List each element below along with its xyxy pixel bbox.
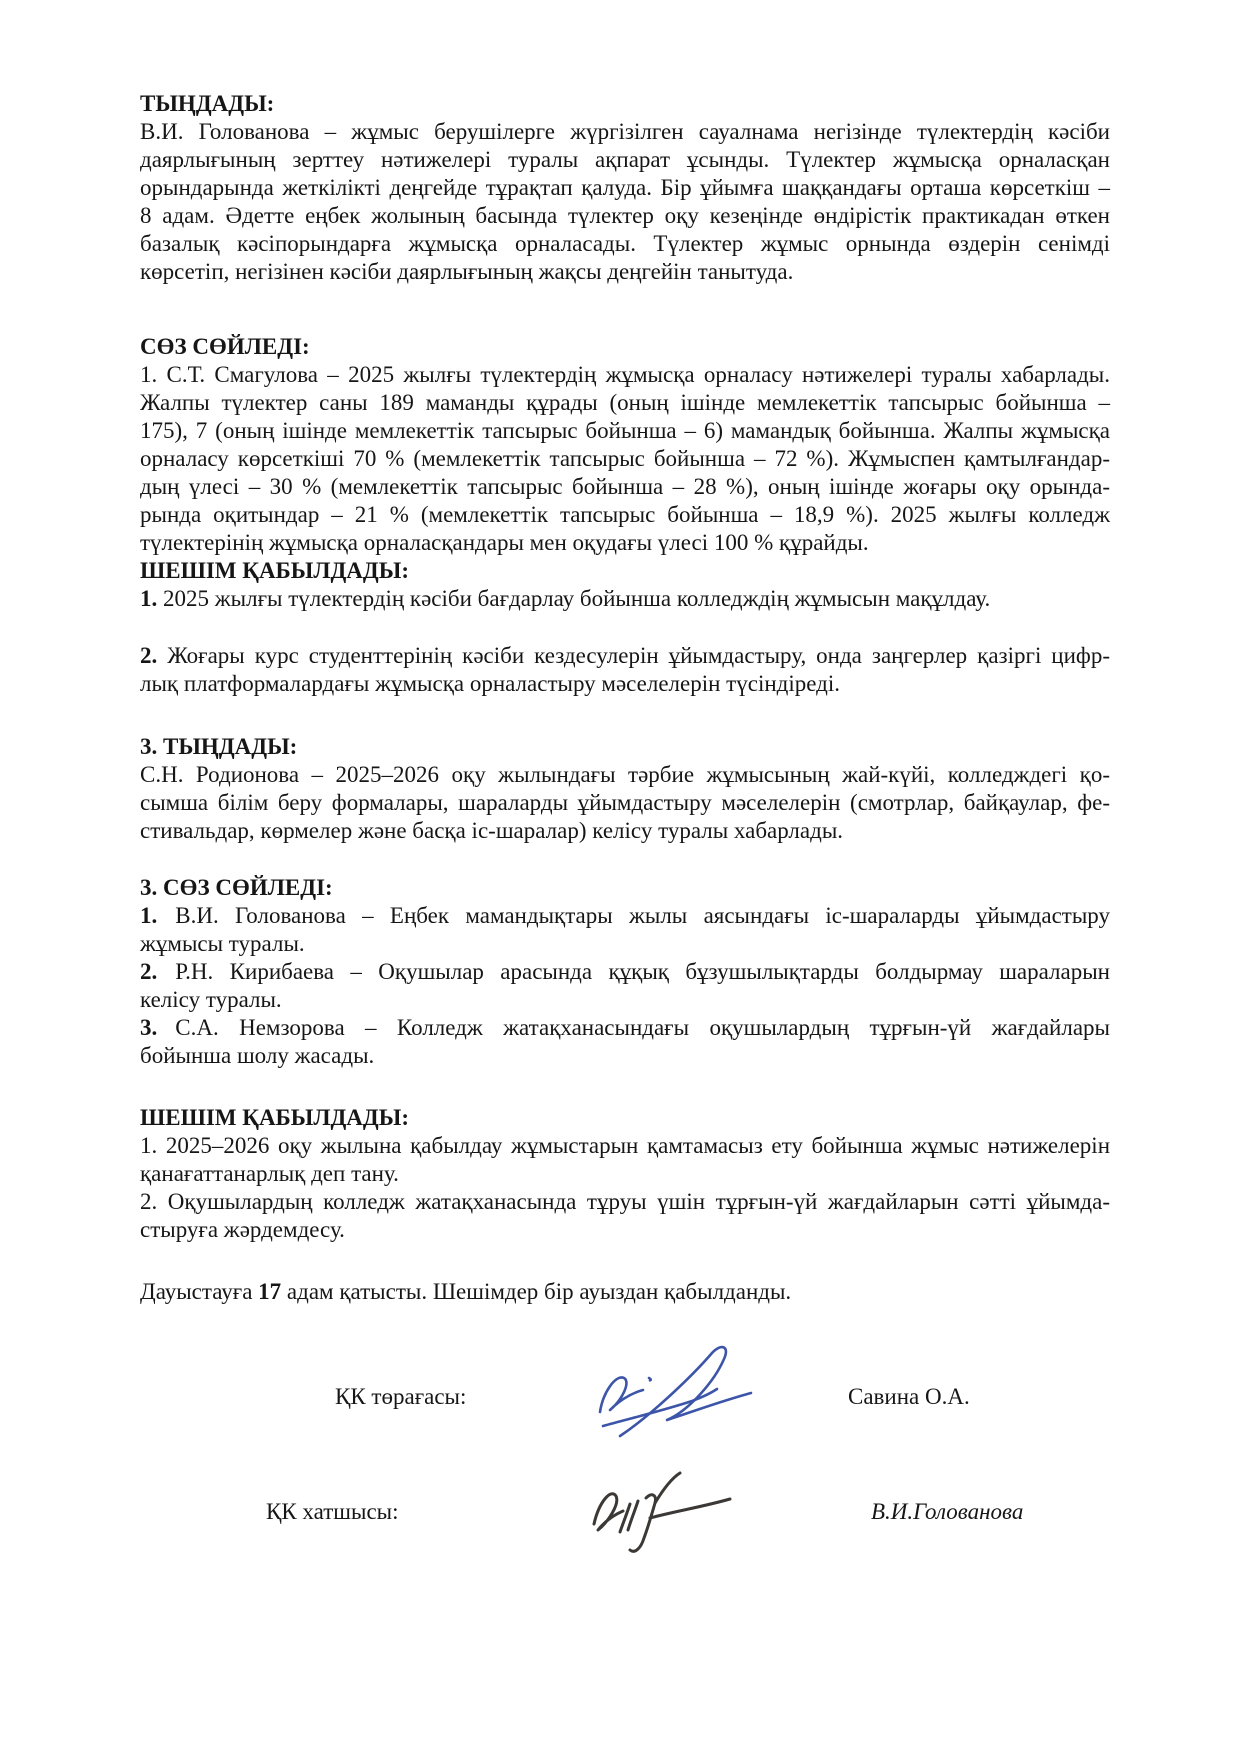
paragraph-gap (140, 698, 1110, 733)
text-segment: рында оқитындар – 21 % (мемлекеттік тапсырыс бойынша – 18,9 %). 2025 жылғы колледж (140, 502, 1110, 527)
chairman-signature (570, 1336, 758, 1438)
paragraph-gap (140, 1244, 1110, 1278)
section-heading: ШЕШІМ ҚАБЫЛДАДЫ: (140, 558, 409, 583)
text-segment: Дауыстауға (140, 1279, 259, 1304)
text-segment: стивальдар, көрмелер және басқа іс-шаралар) келісу туралы хабарлады. (140, 818, 844, 843)
text-line (140, 174, 1110, 202)
text-line (140, 986, 1110, 1014)
text-segment: дың үлесі – 30 % (мемлекеттік тапсырыс бойынша – 28 %), оның ішінде жоғары оқу орында- (140, 474, 1110, 499)
text-segment: сымша білім беру формалары, шараларды ұйымдастыру мәселелерін (смотрлар, байқаулар, фе- (140, 790, 1110, 815)
text-segment: түлектерінің жұмысқа орналасқандары мен оқудағы үлесі 100 % құрайды. (140, 530, 869, 555)
text-segment: 2. Оқушылардың колледж жатақханасында тұруы үшін тұрғын-үй жағдайларын сәтті ұйымда- (140, 1189, 1110, 1214)
text-segment: базалық кәсіпорындарға жұмысқа орналасады. Түлектер жұмыс орнында өздерін сенімді (140, 231, 1110, 256)
chairman-name: Савина О.А. (848, 1384, 970, 1409)
text-line (140, 118, 1110, 146)
text-segment: орындарында жеткілікті деңгейде тұрақтап қалуда. Бір ұйымға шаққандағы орташа көрсеткіш – (140, 175, 1110, 200)
bold-segment: 1. (140, 586, 158, 611)
text-segment: Р.Н. Кирибаева – Оқушылар арасында құқық бұзушылықтарды болдырмау шараларын (175, 959, 1110, 984)
text-segment: 1. С.Т. Смагулова – 2025 жылғы түлектердің жұмысқа орналасу нәтижелері туралы хабарлады. (140, 362, 1110, 387)
text-segment: 2025 жылғы түлектердің кәсіби бағдарлау бойынша колледждің жұмысын мақұлдау. (157, 586, 991, 611)
bold-segment: 2. (140, 643, 158, 668)
section-heading: 3. ТЫҢДАДЫ: (140, 734, 298, 759)
text-line (140, 817, 1110, 845)
text-segment: Жалпы түлектер саны 189 маманды құрады (оның ішінде мемлекеттік тапсырыс бойынша – (140, 390, 1110, 415)
section-heading: СӨЗ СӨЙЛЕДІ: (140, 334, 310, 359)
paragraph-gap (140, 286, 1110, 333)
text-segment: жұмысы туралы. (140, 931, 305, 956)
text-segment: адам қатысты. Шешімдер бір ауыздан қабылданды. (281, 1279, 792, 1304)
text-line (140, 642, 1110, 670)
text-segment: 1. 2025–2026 оқу жылына қабылдау жұмыстарын қамтамасыз ету бойынша жұмыс нәтижелерін (140, 1133, 1110, 1158)
text-line (140, 361, 1110, 389)
text-line (140, 789, 1110, 817)
text-line (140, 1042, 1110, 1070)
text-segment: В.И. Голованова – Еңбек мамандықтары жылы аясындағы іс-шараларды ұйымдастыру (175, 903, 1110, 928)
text-line (140, 761, 1110, 789)
text-line (140, 1278, 1110, 1306)
paragraph-gap (140, 845, 1110, 874)
text-segment: С.Н. Родионова – 2025–2026 оқу жылындағы тәрбие жұмысының жай-күйі, колледждегі қо- (140, 762, 1110, 787)
document-body (140, 90, 1110, 1306)
text-line (140, 585, 1110, 613)
text-line (140, 389, 1110, 417)
text-line (140, 202, 1110, 230)
bold-segment: 3. (140, 1015, 158, 1040)
text-segment: 175), 7 (оның ішінде мемлекеттік тапсырыс бойынша – 6) мамандық бойынша. Жалпы жұмысқа (140, 418, 1110, 443)
text-segment: Жоғары курс студенттерінің кәсіби кездесулерін ұйымдастыру, онда заңгерлер қазіргі цифр- (157, 643, 1110, 668)
chairman-label: ҚК төрағасы: (335, 1384, 467, 1409)
text-segment: стыруға жәрдемдесу. (140, 1217, 345, 1242)
text-line (140, 445, 1110, 473)
text-line (140, 670, 1110, 698)
text-line (140, 501, 1110, 529)
text-line (140, 1188, 1110, 1216)
text-segment: С.А. Немзорова – Колледж жатақханасындағы оқушылардың тұрғын-үй жағдайлары (175, 1015, 1110, 1040)
text-line (140, 146, 1110, 174)
secretary-signature (578, 1468, 740, 1556)
text-line (140, 230, 1110, 258)
text-line (140, 258, 1110, 286)
text-line (140, 958, 1110, 986)
text-segment: В.И. Голованова – жұмыс берушілерге жүргізілген сауалнама негізінде түлектердің кәсіби (140, 119, 1110, 144)
section-heading: ТЫҢДАДЫ: (140, 91, 275, 116)
section-heading: 3. СӨЗ СӨЙЛЕДІ: (140, 875, 333, 900)
text-segment: 8 адам. Әдетте еңбек жолының басында түлектер оқу кезеңінде өндірістік практикадан өткен (140, 203, 1110, 228)
text-line (140, 473, 1110, 501)
secretary-name: В.И.Голованова (871, 1499, 1024, 1524)
bold-segment: 2. (140, 959, 158, 984)
text-segment: лық платформалардағы жұмысқа орналастыру мәселелерін түсіндіреді. (140, 671, 840, 696)
text-line (140, 902, 1110, 930)
text-segment: қанағаттанарлық деп тану. (140, 1161, 399, 1186)
text-line (140, 1014, 1110, 1042)
bold-segment: 17 (258, 1279, 282, 1304)
text-line (140, 1216, 1110, 1244)
text-line (140, 930, 1110, 958)
text-segment: даярлығының зерттеу нәтижелері туралы ақпарат ұсынды. Түлектер жұмысқа орналасқан (140, 147, 1110, 172)
text-line (140, 1132, 1110, 1160)
secretary-label: ҚК хатшысы: (266, 1499, 399, 1524)
paragraph-gap (140, 1070, 1110, 1104)
paragraph-gap (140, 613, 1110, 642)
section-heading: ШЕШІМ ҚАБЫЛДАДЫ: (140, 1105, 409, 1130)
text-segment: бойынша шолу жасады. (140, 1043, 375, 1068)
text-segment: көрсетіп, негізінен кәсіби даярлығының жақсы деңгейін танытуда. (140, 259, 794, 284)
text-segment: орналасу көрсеткіші 70 % (мемлекеттік тапсырыс бойынша – 72 %). Жұмыспен қамтылғандар- (140, 446, 1110, 471)
bold-segment: 1. (140, 903, 158, 928)
text-line (140, 529, 1110, 557)
text-line (140, 1160, 1110, 1188)
text-segment: келісу туралы. (140, 987, 282, 1012)
text-line (140, 417, 1110, 445)
